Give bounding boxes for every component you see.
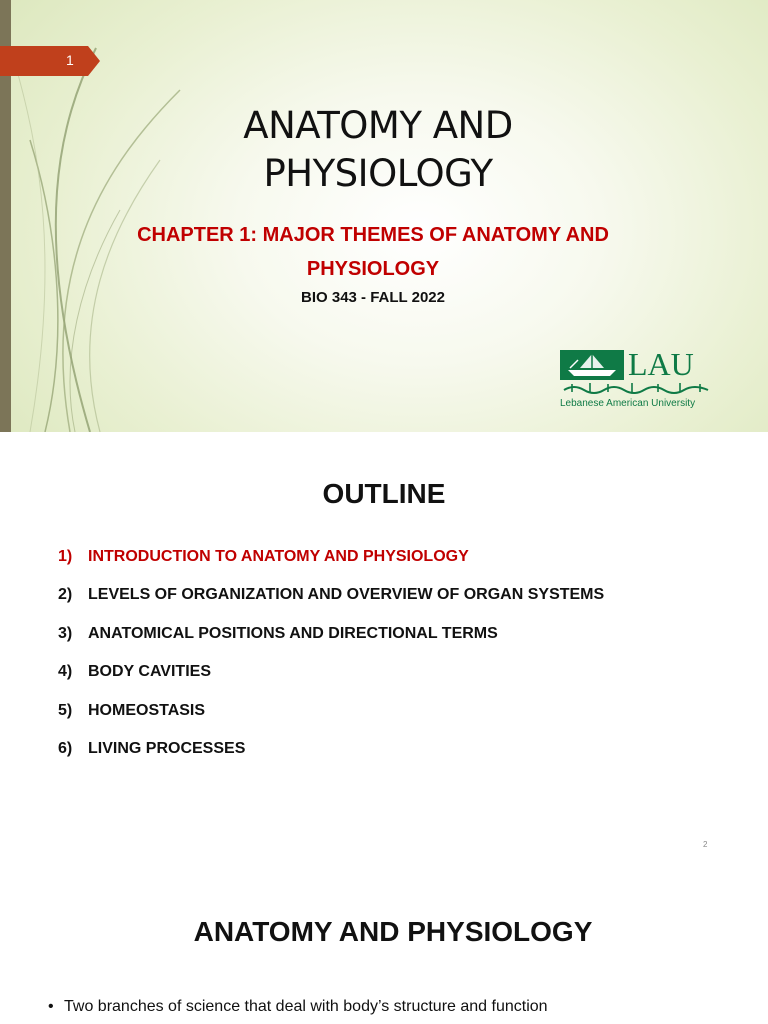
ship-emblem-icon [560,350,624,380]
outline-item-text: LEVELS OF ORGANIZATION AND OVERVIEW OF ORGAN SYSTEMS [88,586,605,604]
outline-item-text: BODY CAVITIES [88,663,211,681]
outline-item-text: ANATOMICAL POSITIONS AND DIRECTIONAL TERMS [88,624,498,642]
outline-item [58,586,604,624]
outline-item [58,548,604,586]
bullet-icon: • [48,998,54,1015]
outline-item-text: INTRODUCTION TO ANATOMY AND PHYSIOLOGY [88,548,469,565]
outline-item-number: 2) [58,586,73,604]
title-line-2: PHYSIOLOGY [263,152,493,195]
outline-item-number: 1) [58,548,73,565]
outline-item-text: LIVING PROCESSES [88,739,246,757]
title-slide [0,0,768,432]
bullet-text: Two branches of science that deal with body’s structure and function [64,998,548,1015]
outline-item [58,702,604,740]
outline-slide [0,434,768,864]
lau-logo [560,348,712,414]
outline-item-number: 4) [58,663,73,681]
university-name: Lebanese American University [560,398,696,409]
chapter-subtitle [110,218,636,286]
presentation-title [160,102,596,198]
outline-item [58,663,604,701]
content-slide [0,866,768,1024]
outline-title: OUTLINE [322,478,446,509]
outline-list [58,548,604,778]
title-line-1: ANATOMY AND [243,104,513,147]
outline-item-number: 6) [58,739,73,757]
outline-item [58,625,604,663]
course-label: BIO 343 - FALL 2022 [301,289,445,306]
page-number: 2 [703,840,708,849]
slide-number: 1 [66,52,74,68]
slide-number-tab [0,46,100,76]
arabic-name-logotype [562,380,710,396]
subtitle-line-1: CHAPTER 1: MAJOR THEMES OF ANATOMY AND [137,224,609,246]
lau-wordmark: LAU [628,346,694,382]
outline-item-number: 3) [58,624,73,642]
subtitle-line-2: PHYSIOLOGY [306,258,440,280]
section-title: ANATOMY AND PHYSIOLOGY [193,916,593,947]
outline-item [58,740,604,778]
outline-item-number: 5) [58,701,73,719]
bullet-item [48,998,548,1016]
tab-arrow-shape [0,46,100,76]
outline-item-text: HOMEOSTASIS [88,701,206,719]
